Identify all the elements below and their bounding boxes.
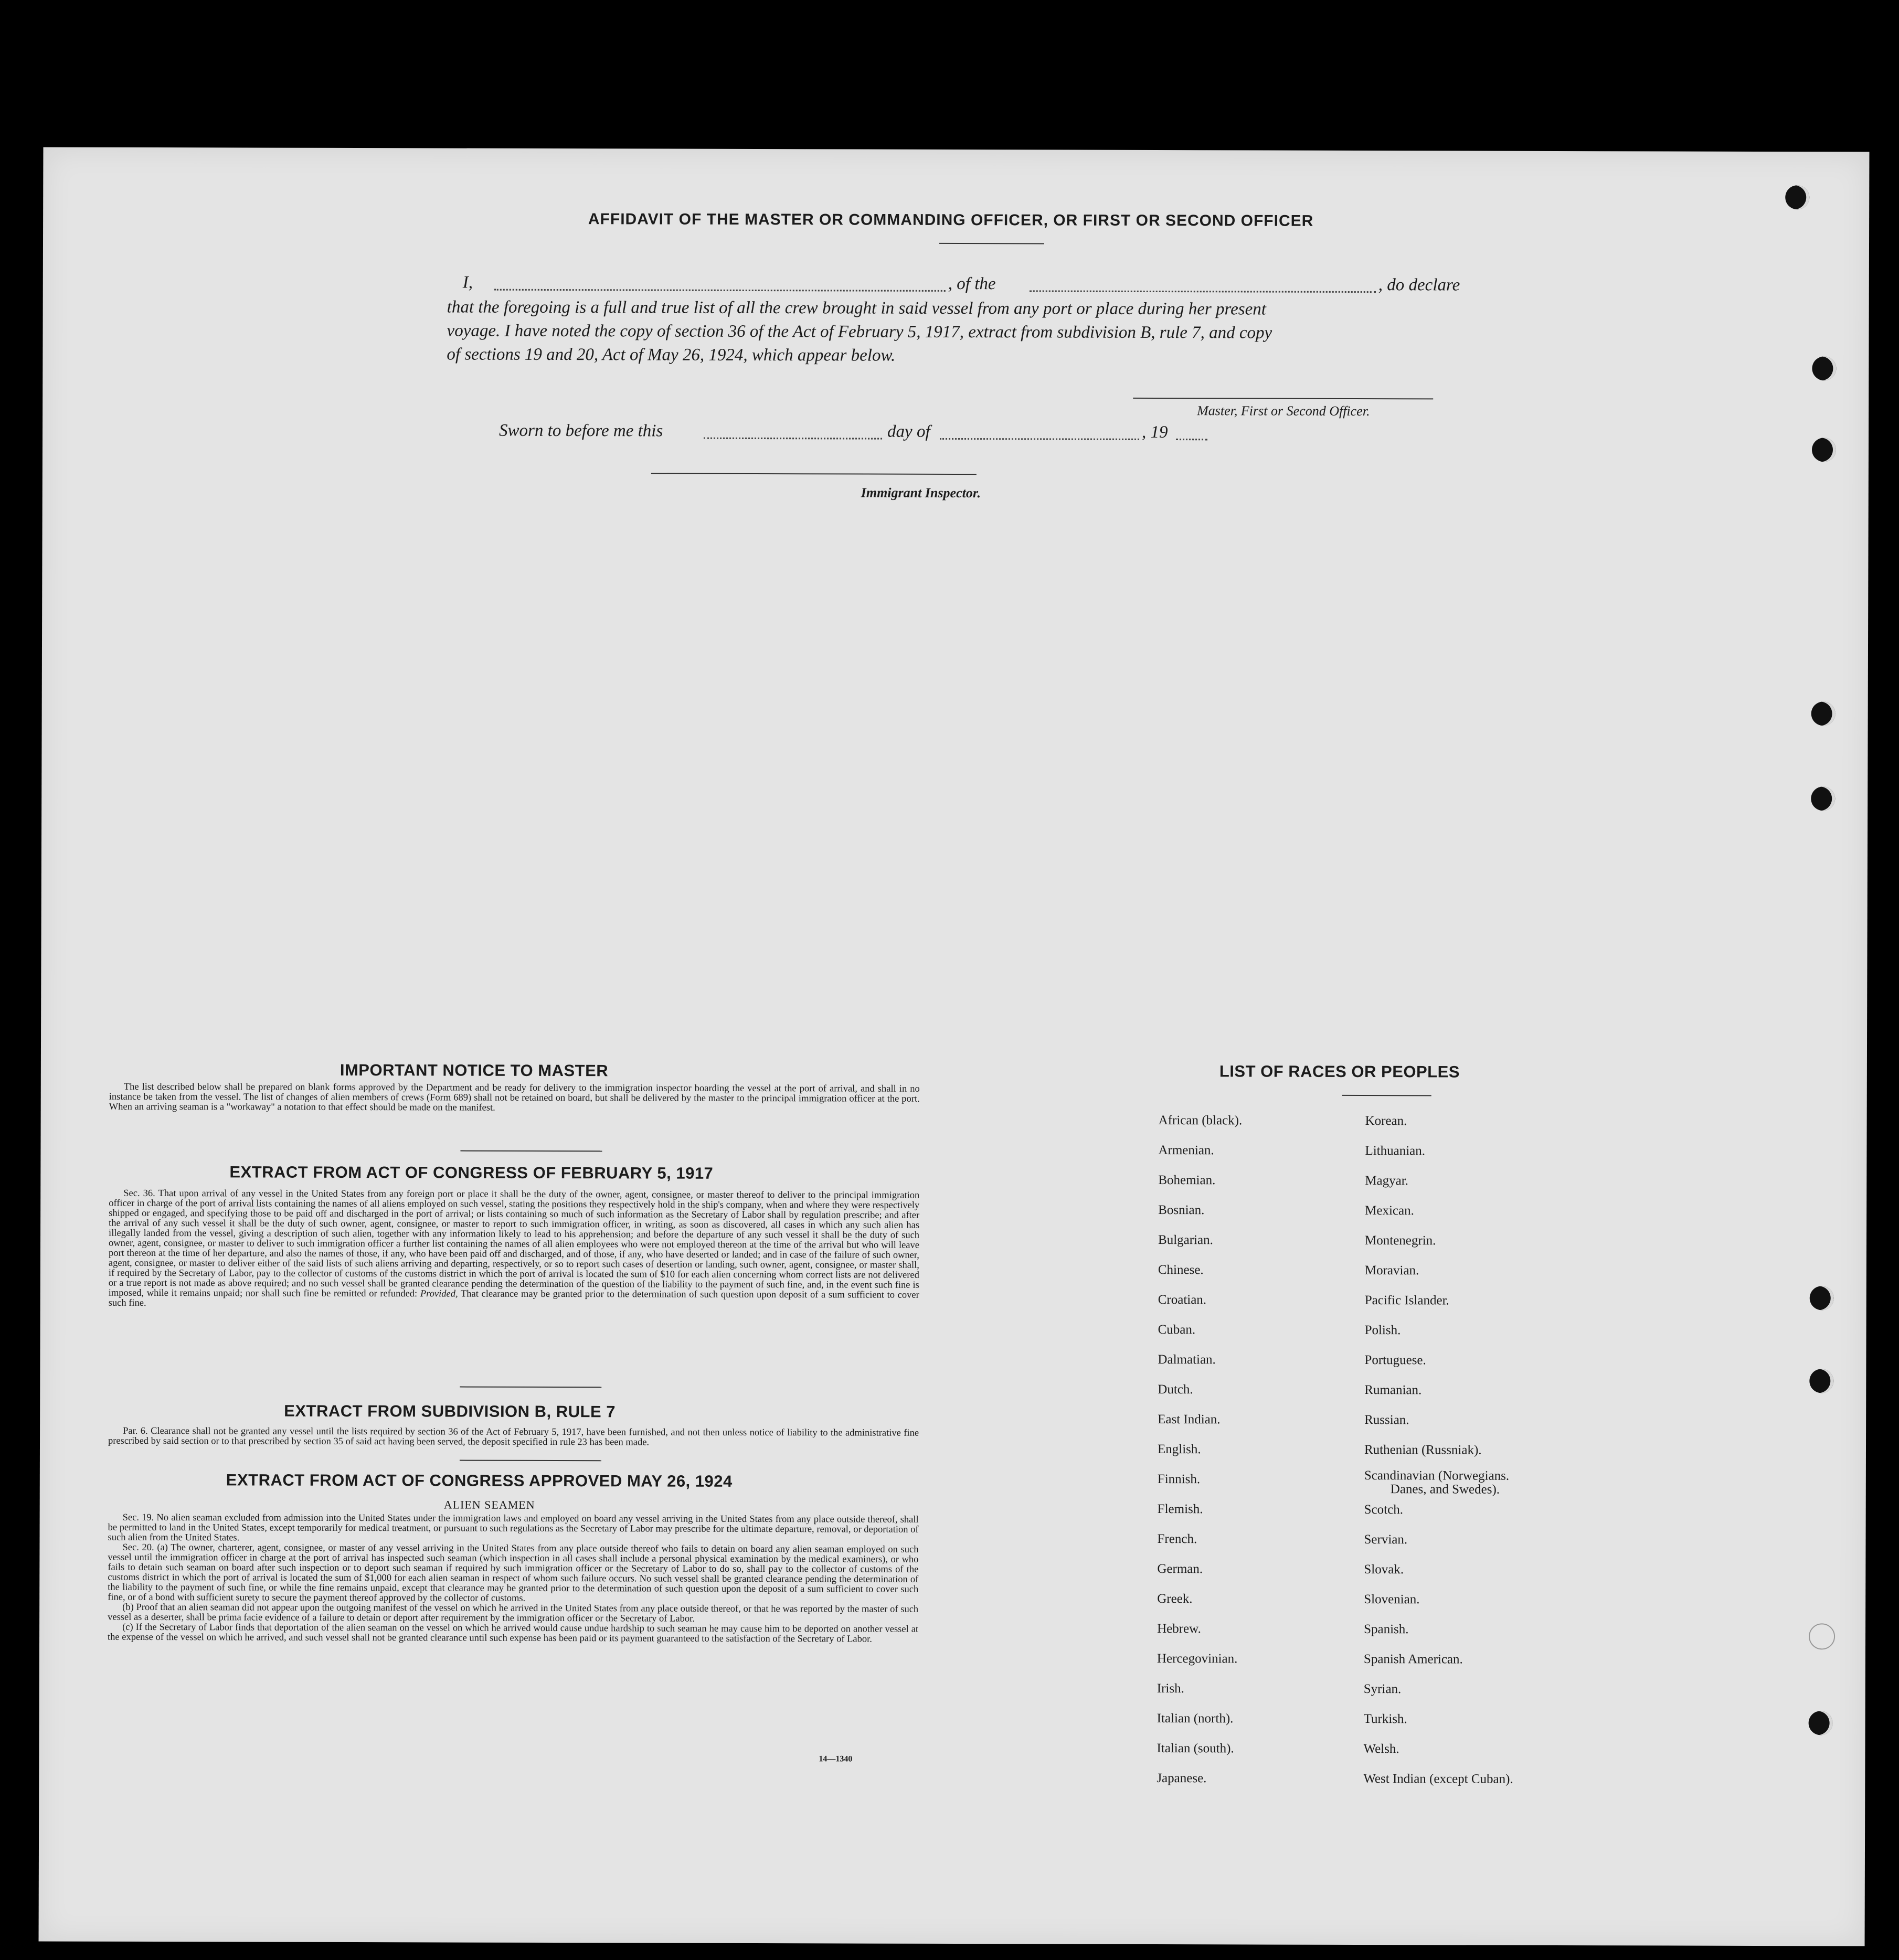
punch-hole xyxy=(1809,1623,1835,1649)
race-item: Dalmatian. xyxy=(1158,1352,1216,1367)
inspector-signature-line xyxy=(651,473,977,475)
punch-hole xyxy=(1811,701,1836,726)
race-item: German. xyxy=(1157,1562,1203,1576)
race-item: Bosnian. xyxy=(1158,1203,1205,1218)
punch-hole xyxy=(1809,1369,1833,1393)
race-item: Armenian. xyxy=(1158,1143,1214,1158)
race-item: Spanish American. xyxy=(1363,1652,1463,1667)
sec-36-paragraph xyxy=(109,1189,920,1311)
race-item: Chinese. xyxy=(1158,1263,1204,1277)
extract-1917-heading: EXTRACT FROM ACT OF CONGRESS OF FEBRUARY 5, 1917 xyxy=(229,1163,714,1183)
sworn-line xyxy=(499,421,1234,443)
form-number: 14—1340 xyxy=(819,1754,853,1764)
race-item: Italian (south). xyxy=(1157,1741,1234,1756)
race-item: Russian. xyxy=(1364,1413,1409,1428)
race-item: Welsh. xyxy=(1363,1742,1399,1756)
name-blank xyxy=(494,289,946,292)
race-item: Montenegrin. xyxy=(1364,1233,1436,1248)
race-item: Mexican. xyxy=(1365,1203,1414,1218)
affidavit-line-1 xyxy=(463,273,1491,295)
race-item: Hercegovinian. xyxy=(1157,1652,1238,1666)
race-item: Irish. xyxy=(1157,1681,1184,1696)
sworn-text: Sworn to before me this xyxy=(499,421,663,441)
race-item: Dutch. xyxy=(1158,1382,1193,1397)
race-item: Korean. xyxy=(1365,1114,1407,1128)
race-item: Bohemian. xyxy=(1158,1173,1216,1188)
affidavit-line-4: of sections 19 and 20, Act of May 26, 1924, which appear below. xyxy=(447,345,896,365)
day-of-text: day of xyxy=(887,422,930,441)
sec-36-text-post: That clearance may be granted prior to the determination of such question upon deposit of a sum sufficient to cover such fine. xyxy=(108,1288,919,1308)
race-item: Servian. xyxy=(1364,1532,1408,1547)
race-item: English. xyxy=(1157,1442,1201,1457)
year-text: , 19 xyxy=(1142,422,1168,442)
inspector-signature-label: Immigrant Inspector. xyxy=(861,485,981,501)
race-item: Scandinavian (Norwegians. xyxy=(1364,1468,1510,1483)
sec-20a-paragraph: Sec. 20. (a) The owner, charterer, agent, consignee, or master of any vessel arriving in the United States from any place outside thereof who fails to detain on board any alien seaman employed on such vessel until the immigration officer in charge at the port of arrival has inspected such seaman (which inspection in all cases shall include a personal physical examination by the medical examiners), or who fails to detain such seaman on board after such inspection or to deport such seaman if required by such immigration officer or the Secretary of Labor to do so, shall pay to the collector of customs of the customs district in which the port of arrival is located the sum of $1,000 for each alien seaman in respect of whom such failure occurs. No such vessel shall be granted clearance pending the determination of the liability to the payment of such fine, or while the fine remains unpaid, except that clearance may be granted prior to the determination of such question upon the deposit of a sum sufficient to cover such fine, or of a bond with sufficient surety to secure the payment thereof approved by the collector of customs. xyxy=(108,1542,919,1604)
race-item: Japanese. xyxy=(1157,1771,1207,1786)
affidavit-line-2: that the foregoing is a full and true list of all the crew brought in said vessel from any port or place during her present xyxy=(447,297,1267,319)
title-underline xyxy=(939,243,1044,244)
affidavit-of-the: , of the xyxy=(948,274,996,294)
divider xyxy=(460,1387,601,1388)
race-item: Pacific Islander. xyxy=(1364,1293,1449,1308)
affidavit-title: AFFIDAVIT OF THE MASTER OR COMMANDING OFFICER, OR FIRST OR SECOND OFFICER xyxy=(588,210,1314,230)
race-item: Portuguese. xyxy=(1364,1353,1426,1368)
race-item: West Indian (except Cuban). xyxy=(1363,1772,1513,1786)
race-item: Spanish. xyxy=(1364,1622,1409,1637)
race-item: Italian (north). xyxy=(1157,1711,1234,1726)
punch-hole xyxy=(1811,786,1835,811)
punch-hole xyxy=(1809,1711,1833,1735)
race-item: Turkish. xyxy=(1363,1712,1407,1727)
sec-19-paragraph: Sec. 19. No alien seaman excluded from admission into the United States under the immigration laws and employed on board any vessel arriving in the United States from any place outside thereof, shall be permitted to land in the United States, except temporarily for medical treatment, or pursuant to such regulations as the Secretary of Labor may prescribe for the ultimate departure, removal, or deportation of such alien from the United States. xyxy=(108,1512,919,1543)
extract-1917-text xyxy=(109,1189,920,1311)
extract-1924-heading: EXTRACT FROM ACT OF CONGRESS APPROVED MAY 26, 1924 xyxy=(226,1471,733,1490)
race-item: East Indian. xyxy=(1158,1412,1221,1427)
race-item: Magyar. xyxy=(1365,1174,1408,1188)
punch-hole xyxy=(1812,438,1836,462)
divider xyxy=(460,1460,601,1462)
race-item: Moravian. xyxy=(1364,1263,1419,1278)
notice-text xyxy=(109,1082,920,1114)
race-item: Flemish. xyxy=(1157,1502,1203,1517)
master-signature-line xyxy=(1133,398,1433,399)
race-item: African (black). xyxy=(1158,1113,1243,1128)
notice-heading: IMPORTANT NOTICE TO MASTER xyxy=(340,1060,609,1080)
affidavit-line-3: voyage. I have noted the copy of section 36 of the Act of February 5, 1917, extract from subdivision B, rule 7, and copy xyxy=(447,321,1272,343)
sec-20c-paragraph: (c) If the Secretary of Labor finds that deportation of the alien seaman on the vessel on which he arrived would cause undue hardship to such seaman he may cause him to be deported on another vessel at the expense of the vessel on which he arrived, and such vessel shall not be granted clearance until such expense has been paid or its payment guaranteed to the satisfaction of the Secretary of Labor. xyxy=(108,1622,919,1645)
race-item: Lithuanian. xyxy=(1365,1144,1426,1158)
race-item: Syrian. xyxy=(1363,1682,1402,1697)
races-underline xyxy=(1342,1095,1431,1096)
sec-36-text: Sec. 36. That upon arrival of any vessel in the United States from any foreign port or place it shall be the duty of the owner, agent, consignee, or master thereof to deliver to the principal immigration officer in charge of the port of arrival lists containing the names of all aliens employed on such vessel, stating the positions they respectively hold in the ship's company, when and where they were respectively shipped or engaged, and specifying those to be paid off and discharged in the port of arrival; or lists containing so much of such information as the Secretary of Labor shall by regulation prescribe; and after the arrival of any such vessel it shall be the duty of such owner, agent, consignee, or master to report to such immigration officer, in writing, as soon as discovered, all cases in which any such alien has illegally landed from the vessel, giving a description of such alien, together with any information likely to lead to his apprehension; and before the departure of any such vessel it shall be the duty of such owner, agent, consignee, or master to deliver to such immigration officer a further list containing the names of all alien employees who were not employed thereon at the time of the arrival but who will leave port thereon at the time of her departure, and also the names of those, if any, who have been paid off and discharged, and of those, if any, who have deserted or landed; and in case of the failure of such owner, agent, consignee, or master to deliver either of the said lists of such aliens arriving and departing, respectively, or so to report such cases of desertion or landing, such owner, agent, consignee, or master shall, if required by the Secretary of Labor, pay to the collector of customs of the customs district in which the port of arrival is located the sum of $10 for each alien concerning whom correct lists are not delivered or a true report is not made as above required; and no such vessel shall be granted clearance pending the determination of the question of the liability to the payment of such fine, and, in the event such fine is imposed, while it remains unpaid; nor shall such fine be remitted or refunded: xyxy=(108,1188,920,1299)
notice-paragraph: The list described below shall be prepared on blank forms approved by the Department and be ready for delivery to the immigration inspector boarding the vessel at the port of arrival, and shall in no instance be taken from the vessel. The list of changes of alien members of crews (Form 689) shall not be retained on board, but shall be delivered by the master to the principal immigration officer at the port. When an arriving seaman is a "workaway" a notation to that effect should be made on the manifest. xyxy=(109,1081,920,1113)
race-item: Hebrew. xyxy=(1157,1622,1201,1636)
sec-20b-paragraph: (b) Proof that an alien seaman did not appear upon the outgoing manifest of the vessel on which he arrived in the United States from any place outside thereof, or that he was reported by the master of such vessel as a deserter, shall be prima facie evidence of a failure to detain or deport after requirement by the immigration officer or the Secretary of Labor. xyxy=(108,1602,919,1624)
proviso-word: Provided, xyxy=(420,1288,458,1299)
race-item: Polish. xyxy=(1364,1323,1401,1338)
vessel-blank xyxy=(1030,290,1376,293)
race-item: Croatian. xyxy=(1158,1293,1207,1307)
race-item: Greek. xyxy=(1157,1592,1193,1606)
master-signature-label: Master, First or Second Officer. xyxy=(1197,403,1370,419)
punch-hole xyxy=(1810,1286,1834,1310)
divider xyxy=(460,1151,602,1152)
race-item: French. xyxy=(1157,1532,1197,1547)
sworn-year-blank xyxy=(1176,439,1207,440)
extract-rule7-heading: EXTRACT FROM SUBDIVISION B, RULE 7 xyxy=(284,1401,616,1421)
race-item: Rumanian. xyxy=(1364,1383,1422,1398)
race-item: Scotch. xyxy=(1364,1503,1404,1517)
sworn-day-blank xyxy=(704,438,882,440)
extract-rule7-text xyxy=(108,1426,919,1448)
par-6-paragraph: Par. 6. Clearance shall not be granted any vessel until the lists required by section 36 of the Act of February 5, 1917, have been furnished, and not then unless notice of liability to the administrative fine prescribed by said section or to that prescribed by section 35 of said act having been served, the deposit specified in rule 23 has been made. xyxy=(108,1425,919,1448)
race-item: Bulgarian. xyxy=(1158,1233,1213,1248)
affidavit-i: I, xyxy=(462,273,473,292)
alien-seamen-subheading: ALIEN SEAMEN xyxy=(443,1498,535,1511)
race-item: Slovenian. xyxy=(1364,1592,1420,1607)
affidavit-declare: , do declare xyxy=(1378,275,1460,295)
sworn-month-blank xyxy=(940,438,1139,440)
race-item: Slovak. xyxy=(1364,1562,1404,1577)
punch-hole xyxy=(1812,356,1836,380)
race-item: Ruthenian (Russniak). xyxy=(1364,1443,1482,1457)
race-item: Finnish. xyxy=(1157,1472,1201,1487)
extract-1924-text xyxy=(108,1513,919,1645)
races-heading: LIST OF RACES OR PEOPLES xyxy=(1219,1062,1460,1081)
race-item: Cuban. xyxy=(1158,1323,1196,1337)
document-page xyxy=(39,147,1870,1946)
punch-hole xyxy=(1785,185,1809,209)
race-item-continuation: Danes, and Swedes). xyxy=(1390,1482,1500,1497)
